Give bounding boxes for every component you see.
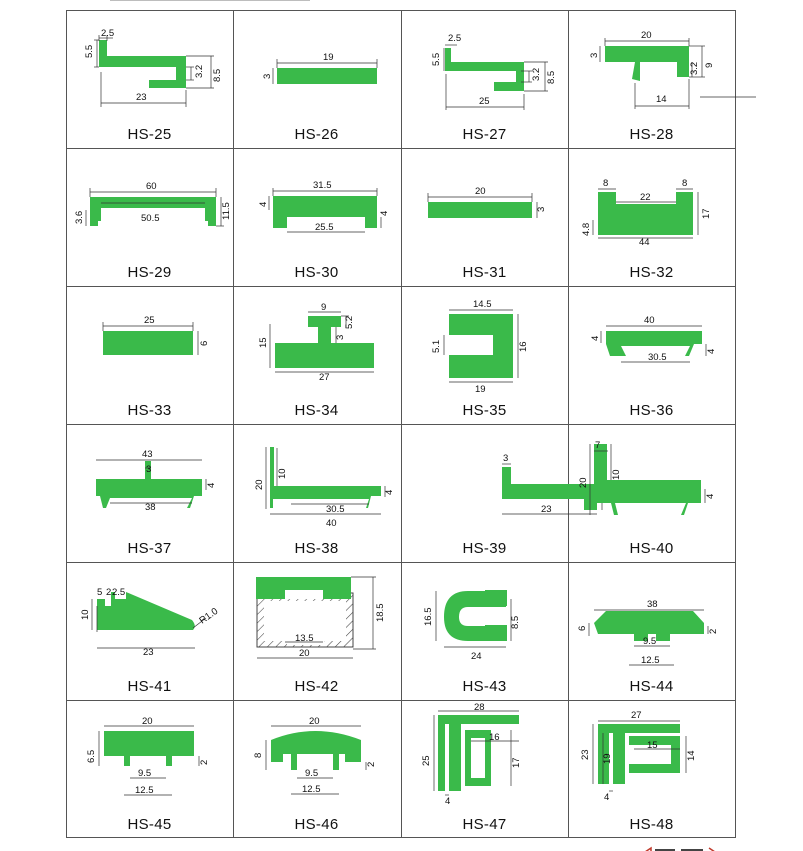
dim-label: 16.5 [423,607,434,626]
dim-label: 15 [647,740,658,751]
page-number-glyphs [643,846,733,851]
profile-code-label: HS-35 [462,402,507,419]
dim-label: 4.8 [581,222,592,236]
dim-label: 43 [142,449,153,460]
dim-label: 9.5 [138,768,152,779]
profile-cell-hs-42 [233,562,400,700]
dim-label: 25 [144,315,155,326]
profile-code-label: HS-34 [294,402,339,419]
profile-drawing-hs-33 [66,286,233,398]
profile-code-label: HS-41 [127,678,172,695]
dim-label: 10 [277,468,288,479]
profile-cell-hs-48 [568,700,735,838]
dim-label: 20 [309,716,320,727]
dim-label: 13.5 [295,633,314,644]
dim-label: 2 [106,587,112,598]
profile-shape [99,40,186,88]
profile-drawing-hs-34 [233,286,400,398]
dim-label: 27 [319,372,330,383]
dim-label: 20 [578,477,589,488]
dim-label: 15 [258,337,269,348]
profile-cell-hs-33 [66,286,233,424]
profile-drawing-hs-27 [401,10,568,122]
profile-drawing-hs-26 [233,10,400,122]
dim-label: 3.2 [194,64,205,78]
dim-label: 44 [639,237,650,248]
dim-label: 6 [199,340,210,346]
profile-code-label: HS-33 [127,402,172,419]
dim-label: 16 [489,732,500,743]
dim-label: 20 [254,479,265,490]
profile-drawing-hs-46 [233,700,400,812]
profile-shape [445,48,524,91]
profile-code-label: HS-39 [462,540,507,557]
dim-label: 23 [136,92,147,103]
profile-code-label: HS-26 [294,126,339,143]
dim-label: 17 [701,208,712,219]
dim-label: 2 [708,628,719,634]
profile-drawing-hs-36 [568,286,735,398]
dim-label: 9 [704,62,715,68]
profile-cell-hs-27 [401,10,568,148]
dim-label: 6 [577,625,588,631]
dim-label: 19 [475,384,486,395]
dim-label: 12.5 [302,784,321,795]
dim-label: 3 [335,334,346,340]
dim-label: 12.5 [641,655,660,666]
dim-label: 4 [590,335,601,341]
dim-label: 9.5 [305,768,319,779]
profile-cell-hs-39 [401,424,568,562]
profile-code-label: HS-45 [127,816,172,833]
profile-cell-hs-40 [568,424,735,562]
dim-label: 38 [145,502,156,513]
profile-shape [275,316,374,368]
profile-drawing-hs-48 [568,700,735,812]
profile-shape [605,46,689,81]
dim-label: 10 [611,469,622,480]
dim-label: 25.5 [315,222,334,233]
profile-drawing-hs-39 [401,424,568,536]
dim-label: 8.5 [546,70,557,84]
dim-label: 9 [321,302,327,313]
profile-cell-hs-46 [233,700,400,838]
dim-label: 60 [146,181,157,192]
dim-label: 23 [143,647,154,658]
profile-cell-hs-43 [401,562,568,700]
dim-label: 4 [705,493,716,499]
profile-drawing-hs-31 [401,148,568,260]
dim-label: 11.5 [221,202,232,220]
dim-label: 23 [541,504,552,515]
profile-cell-hs-34 [233,286,400,424]
dim-label: 14 [686,750,697,761]
dim-label: 27 [631,710,642,721]
dim-label: 17 [511,757,522,768]
profile-cell-hs-26 [233,10,400,148]
grid-line-v [735,10,736,838]
profile-cell-hs-38 [233,424,400,562]
dim-label: 24 [471,651,482,662]
profile-shape [449,314,513,378]
dim-label: 2.5 [448,33,462,44]
profile-drawing-hs-47 [401,700,568,812]
dim-label: 19 [323,52,334,63]
dim-label: 22 [640,192,651,203]
dim-label: 25 [479,96,490,107]
profile-cell-hs-35 [401,286,568,424]
dim-label: 4 [604,792,610,803]
dim-label: 8.5 [510,615,521,629]
dim-label: 19 [602,753,613,764]
dim-label: 8 [682,178,688,189]
profile-cell-hs-41 [66,562,233,700]
dim-label: 5.2 [344,315,355,329]
dim-label: 14.5 [473,299,492,310]
profile-cell-hs-44 [568,562,735,700]
dim-label: 10 [80,609,91,620]
profile-code-label: HS-38 [294,540,339,557]
dim-label: 18.5 [375,603,386,622]
profile-drawing-hs-32 [568,148,735,260]
profile-drawing-hs-41 [66,562,233,674]
profile-drawing-hs-42 [233,562,400,674]
dim-label: 20 [142,716,153,727]
dim-label: 4 [379,210,390,216]
profile-drawing-hs-40 [568,424,735,536]
profile-drawing-hs-30 [233,148,400,260]
dim-label: 2 [199,759,210,765]
dim-label: 3 [262,73,273,79]
profile-cell-hs-45 [66,700,233,838]
dim-label: 14 [656,94,667,105]
profile-code-label: HS-48 [629,816,674,833]
dim-label: 3 [146,464,152,475]
dim-label: 2.5 [112,587,126,598]
profile-drawing-hs-43 [401,562,568,674]
profile-code-label: HS-40 [629,540,674,557]
dimension-lines [590,444,705,515]
dim-label: 30.5 [326,504,345,515]
dim-label: 31.5 [313,180,332,191]
dim-label: 12.5 [135,785,154,796]
clipped-header-fragment [105,0,345,4]
dim-label: 7 [595,440,601,451]
dim-label: 2.5 [101,28,115,39]
page-number-fragment [643,842,733,851]
profile-cell-hs-28 [568,10,735,148]
profile-drawing-hs-28 [568,10,735,122]
profile-drawing-hs-25 [66,10,233,122]
dim-label: 3.6 [74,210,85,224]
profile-shape [277,68,377,84]
profile-code-label: HS-42 [294,678,339,695]
profile-cell-hs-29 [66,148,233,286]
profile-cell-hs-32 [568,148,735,286]
dim-label: 40 [644,315,655,326]
profile-code-label: HS-37 [127,540,172,557]
dim-label: 38 [647,599,658,610]
dim-label: 8 [253,752,264,758]
profile-code-label: HS-43 [462,678,507,695]
dim-label: 20 [475,186,486,197]
profile-code-label: HS-29 [127,264,172,281]
profile-shape [428,202,532,218]
profile-code-label: HS-44 [629,678,674,695]
dim-label: 8 [603,178,609,189]
dim-label: 5.5 [431,52,442,66]
profile-code-label: HS-47 [462,816,507,833]
dim-label: 2 [366,761,377,767]
dim-label: 6.5 [86,749,97,763]
profile-drawing-hs-29 [66,148,233,260]
dim-label: 28 [474,702,485,713]
profile-catalog-table [66,10,736,838]
profile-drawing-hs-45 [66,700,233,812]
dim-label: 3 [589,52,600,58]
profile-cell-hs-25 [66,10,233,148]
dim-label: 3.2 [531,67,542,81]
profile-shape [271,731,361,762]
profile-drawing-hs-35 [401,286,568,398]
profile-code-label: HS-30 [294,264,339,281]
dim-label: 4 [706,348,717,354]
profile-cell-hs-47 [401,700,568,838]
dim-label: 5 [97,587,103,598]
dim-label: 3 [536,206,547,212]
profile-code-label: HS-46 [294,816,339,833]
dim-label: 4 [445,796,451,807]
profile-cell-hs-31 [401,148,568,286]
dim-label: R1.0 [197,605,221,627]
profile-cell-hs-30 [233,148,400,286]
profile-shape [103,331,193,355]
dim-label: 9.5 [643,636,657,647]
dim-label: 20 [641,30,652,41]
dim-label: 25 [421,755,432,766]
dim-label: 50.5 [141,213,160,224]
dim-label: 20 [299,648,310,659]
profile-drawing-hs-37 [66,424,233,536]
dim-label: 23 [580,749,591,760]
dim-label: 5.5 [84,44,95,58]
dim-label: 3 [503,453,509,464]
dim-label: 3.2 [689,61,700,75]
profile-code-label: HS-27 [462,126,507,143]
profile-cell-hs-36 [568,286,735,424]
dim-label: 5.1 [431,339,442,353]
dim-label: 16 [518,341,529,352]
profile-drawing-hs-44 [568,562,735,674]
dim-label: 8.5 [212,68,223,82]
profile-code-label: HS-31 [462,264,507,281]
dim-label: 40 [326,518,337,529]
profile-cell-hs-37 [66,424,233,562]
dim-label: 30.5 [648,352,667,363]
dim-label: 4 [258,201,269,207]
dim-label: 4 [206,482,217,488]
profile-code-label: HS-28 [629,126,674,143]
clipped-header-glyphs [105,0,345,4]
profile-code-label: HS-36 [629,402,674,419]
profile-code-label: HS-25 [127,126,172,143]
profile-drawing-hs-38 [233,424,400,536]
profile-code-label: HS-32 [629,264,674,281]
dim-label: 4 [384,489,395,495]
